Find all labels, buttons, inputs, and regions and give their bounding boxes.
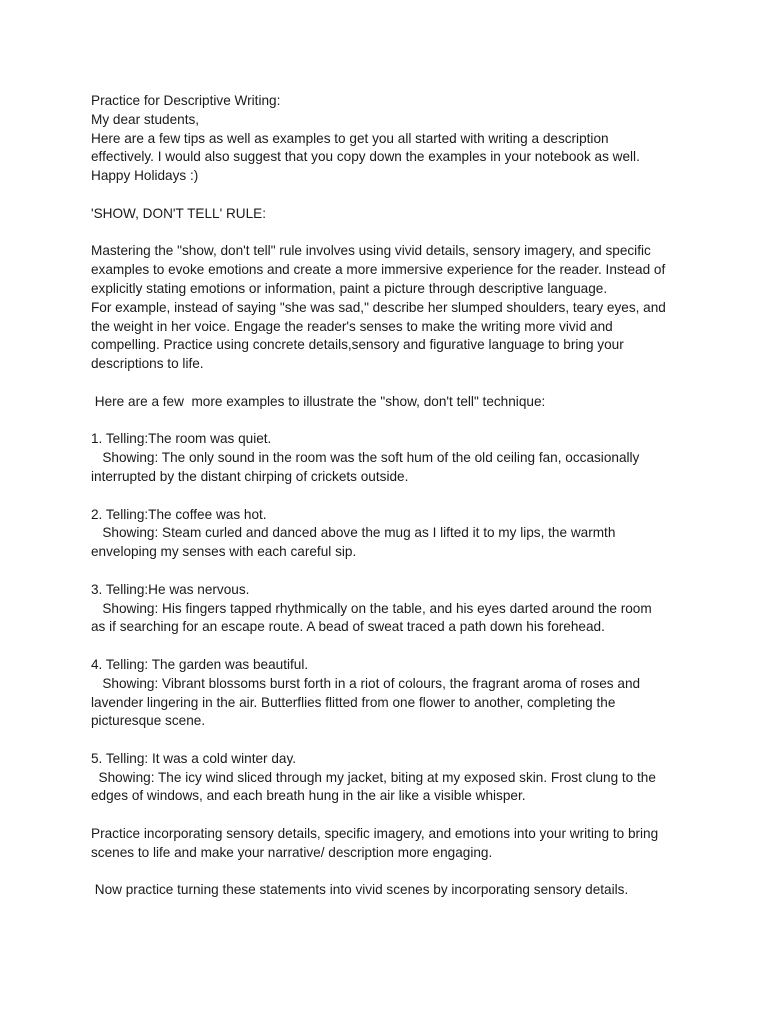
example-telling: 5. Telling: It was a cold winter day. — [91, 750, 297, 766]
explanation-line: compelling. Practice using concrete details,sensory and figurative language to bring your — [91, 337, 624, 353]
example-telling: 3. Telling:He was nervous. — [91, 581, 250, 597]
blank-line — [91, 637, 691, 656]
blank-line — [91, 562, 691, 581]
blank-line — [91, 224, 691, 243]
practice-line: scenes to life and make your narrative/ description more engaging. — [91, 844, 493, 860]
blank-line — [91, 731, 691, 750]
example-showing-line: Showing: The icy wind sliced through my jacket, biting at my exposed skin. Frost clung to the — [91, 769, 656, 785]
greeting: My dear students, — [91, 111, 200, 127]
practice-paragraph — [91, 825, 691, 863]
blank-line — [91, 487, 691, 506]
example-showing-line: Showing: The only sound in the room was the soft hum of the old ceiling fan, occasionally — [91, 450, 640, 466]
blank-line — [91, 412, 691, 431]
rule-heading: 'SHOW, DON'T TELL' RULE: — [91, 205, 266, 221]
example-showing-line: Showing: Steam curled and danced above the mug as I lifted it to my lips, the warmth — [91, 525, 616, 541]
example-showing-line: Showing: Vibrant blossoms burst forth in a riot of colours, the fragrant aroma of roses and — [91, 675, 641, 691]
practice-line: Practice incorporating sensory details, specific imagery, and emotions into your writing to bring — [91, 826, 659, 842]
explanation-line: descriptions to life. — [91, 356, 204, 372]
example-telling: 4. Telling: The garden was beautiful. — [91, 656, 309, 672]
blank-line — [91, 186, 691, 205]
example-telling: 1. Telling:The room was quiet. — [91, 431, 272, 447]
example-showing-line: edges of windows, and each breath hung in the air like a visible whisper. — [91, 788, 526, 804]
intro-text-line: Here are a few tips as well as examples to get you all started with writing a description — [91, 130, 609, 146]
example-showing-line: interrupted by the distant chirping of crickets outside. — [91, 468, 409, 484]
explanation-paragraph — [91, 242, 691, 374]
examples-intro: Here are a few more examples to illustrate the "show, don't tell" technique: — [91, 393, 546, 409]
example-showing-line: Showing: His fingers tapped rhythmically on the table, and his eyes darted around the room — [91, 600, 652, 616]
example-telling: 2. Telling:The coffee was hot. — [91, 506, 267, 522]
intro-section — [91, 92, 691, 186]
document-page — [91, 92, 691, 900]
example-item — [91, 506, 691, 562]
example-showing-line: picturesque scene. — [91, 713, 206, 729]
intro-text-line: effectively. I would also suggest that you copy down the examples in your notebook as well. — [91, 149, 640, 165]
blank-line — [91, 374, 691, 393]
explanation-line: Mastering the "show, don't tell" rule involves using vivid details, sensory imagery, and specific — [91, 243, 651, 259]
blank-line — [91, 863, 691, 882]
explanation-line: explicitly stating emotions or information, paint a picture through descriptive language. — [91, 280, 608, 296]
document-title: Practice for Descriptive Writing: — [91, 93, 281, 108]
example-item — [91, 656, 691, 731]
example-showing-line: lavender lingering in the air. Butterflies flitted from one flower to another, completing the — [91, 694, 616, 710]
blank-line — [91, 806, 691, 825]
explanation-line: the weight in her voice. Engage the reader's senses to make the writing more vivid and — [91, 318, 613, 334]
final-instruction: Now practice turning these statements into vivid scenes by incorporating sensory details. — [91, 882, 629, 898]
example-item — [91, 750, 691, 806]
example-showing-line: enveloping my senses with each careful sip. — [91, 544, 357, 560]
example-item — [91, 581, 691, 637]
closing: Happy Holidays :) — [91, 168, 199, 184]
example-item — [91, 430, 691, 486]
example-showing-line: as if searching for an escape route. A bead of sweat traced a path down his forehead. — [91, 619, 605, 635]
explanation-line: For example, instead of saying "she was sad," describe her slumped shoulders, teary eyes, and — [91, 299, 666, 315]
explanation-line: examples to evoke emotions and create a more immersive experience for the reader. Instead of — [91, 262, 666, 278]
